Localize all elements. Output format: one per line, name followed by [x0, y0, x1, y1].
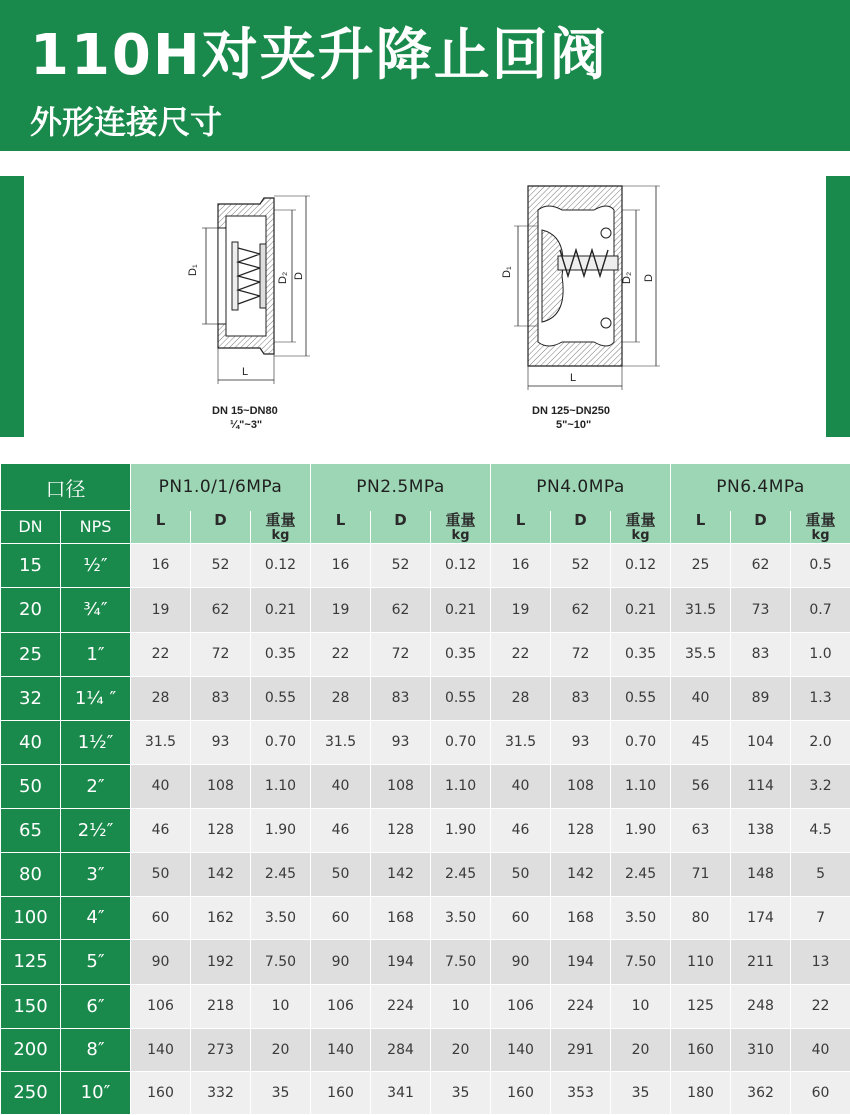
table-row: [1, 543, 850, 587]
nps-cell: 2″: [61, 764, 131, 808]
value-cell: 140: [311, 1028, 371, 1071]
large-l-label: L: [570, 372, 576, 384]
value-cell: 110: [671, 939, 731, 984]
col-header-weight: [251, 511, 311, 544]
value-cell: 50: [491, 852, 551, 896]
col-header-d: D: [731, 511, 791, 544]
value-cell: 0.70: [251, 720, 311, 764]
value-cell: 7.50: [611, 939, 671, 984]
value-cell: 0.55: [611, 676, 671, 720]
value-cell: 83: [731, 632, 791, 676]
value-cell: 114: [731, 764, 791, 808]
value-cell: 46: [491, 808, 551, 852]
value-cell: 106: [491, 984, 551, 1028]
value-cell: 104: [731, 720, 791, 764]
value-cell: 1.10: [431, 764, 491, 808]
col-header-l: L: [491, 511, 551, 544]
table-row: [1, 676, 850, 720]
dn-cell: 20: [1, 587, 61, 632]
value-cell: 3.50: [431, 896, 491, 939]
value-cell: 45: [671, 720, 731, 764]
value-cell: 1.90: [431, 808, 491, 852]
value-cell: 62: [191, 587, 251, 632]
small-l-label: L: [242, 366, 248, 378]
dn-cell: 40: [1, 720, 61, 764]
value-cell: 1.90: [611, 808, 671, 852]
dn-cell: 32: [1, 676, 61, 720]
value-cell: 310: [731, 1028, 791, 1071]
nps-cell: 6″: [61, 984, 131, 1028]
value-cell: 168: [551, 896, 611, 939]
value-cell: 291: [551, 1028, 611, 1071]
table-row: [1, 764, 850, 808]
value-cell: 106: [131, 984, 191, 1028]
value-cell: 35: [431, 1071, 491, 1114]
dn-cell: 80: [1, 852, 61, 896]
pressure-group-header: PN6.4MPa: [671, 464, 850, 511]
large-valve-drawing: [498, 176, 678, 437]
value-cell: 40: [131, 764, 191, 808]
dn-header: DN: [1, 511, 61, 544]
nps-cell: 3″: [61, 852, 131, 896]
value-cell: 192: [191, 939, 251, 984]
nps-cell: ½″: [61, 543, 131, 587]
value-cell: 362: [731, 1071, 791, 1114]
value-cell: 35.5: [671, 632, 731, 676]
value-cell: 31.5: [491, 720, 551, 764]
value-cell: 7.50: [431, 939, 491, 984]
weight-unit: kg: [431, 529, 490, 543]
value-cell: 160: [491, 1071, 551, 1114]
value-cell: 63: [671, 808, 731, 852]
value-cell: 7: [791, 896, 850, 939]
nps-cell: 1½″: [61, 720, 131, 764]
dn-cell: 65: [1, 808, 61, 852]
small-valve-drawing: [180, 176, 340, 437]
value-cell: 16: [491, 543, 551, 587]
pressure-group-header: PN1.0/1/6MPa: [131, 464, 311, 511]
value-cell: 128: [551, 808, 611, 852]
value-cell: 125: [671, 984, 731, 1028]
value-cell: 138: [731, 808, 791, 852]
value-cell: 60: [791, 1071, 850, 1114]
value-cell: 2.45: [611, 852, 671, 896]
value-cell: 13: [791, 939, 850, 984]
value-cell: 224: [551, 984, 611, 1028]
dn-cell: 125: [1, 939, 61, 984]
value-cell: 273: [191, 1028, 251, 1071]
page-title: 110H对夹升降止回阀: [30, 16, 608, 96]
value-cell: 0.21: [251, 587, 311, 632]
dn-cell: 100: [1, 896, 61, 939]
value-cell: 142: [551, 852, 611, 896]
value-cell: 31.5: [671, 587, 731, 632]
table-row: [1, 984, 850, 1028]
value-cell: 341: [371, 1071, 431, 1114]
value-cell: 218: [191, 984, 251, 1028]
value-cell: 174: [731, 896, 791, 939]
value-cell: 90: [131, 939, 191, 984]
value-cell: 60: [131, 896, 191, 939]
value-cell: 1.10: [611, 764, 671, 808]
value-cell: 40: [791, 1028, 850, 1071]
col-header-weight: [791, 511, 850, 544]
table-row: [1, 720, 850, 764]
key-header: 口径: [1, 464, 131, 511]
value-cell: 0.7: [791, 587, 850, 632]
value-cell: 72: [191, 632, 251, 676]
value-cell: 108: [191, 764, 251, 808]
value-cell: 83: [191, 676, 251, 720]
value-cell: 224: [371, 984, 431, 1028]
value-cell: 73: [731, 587, 791, 632]
value-cell: 52: [371, 543, 431, 587]
value-cell: 180: [671, 1071, 731, 1114]
value-cell: 0.21: [431, 587, 491, 632]
value-cell: 22: [311, 632, 371, 676]
nps-cell: 4″: [61, 896, 131, 939]
value-cell: 142: [371, 852, 431, 896]
value-cell: 83: [371, 676, 431, 720]
value-cell: 5: [791, 852, 850, 896]
nps-cell: ¾″: [61, 587, 131, 632]
value-cell: 40: [311, 764, 371, 808]
diagram-small-valve: [180, 176, 340, 437]
value-cell: 40: [491, 764, 551, 808]
left-accent-bar: [0, 176, 24, 437]
dn-cell: 150: [1, 984, 61, 1028]
value-cell: 1.90: [251, 808, 311, 852]
value-cell: 148: [731, 852, 791, 896]
nps-cell: 1″: [61, 632, 131, 676]
weight-label: 重量: [431, 511, 490, 529]
value-cell: 10: [251, 984, 311, 1028]
value-cell: 211: [731, 939, 791, 984]
value-cell: 0.70: [611, 720, 671, 764]
value-cell: 35: [611, 1071, 671, 1114]
value-cell: 0.55: [251, 676, 311, 720]
small-range-dn: DN 15~DN80: [212, 405, 278, 417]
dn-cell: 250: [1, 1071, 61, 1114]
nps-header: NPS: [61, 511, 131, 544]
value-cell: 22: [491, 632, 551, 676]
value-cell: 31.5: [311, 720, 371, 764]
value-cell: 160: [131, 1071, 191, 1114]
value-cell: 83: [551, 676, 611, 720]
value-cell: 128: [371, 808, 431, 852]
nps-cell: 10″: [61, 1071, 131, 1114]
large-range-dn: DN 125~DN250: [532, 405, 610, 417]
value-cell: 28: [311, 676, 371, 720]
value-cell: 90: [311, 939, 371, 984]
value-cell: 0.35: [431, 632, 491, 676]
weight-unit: kg: [251, 529, 310, 543]
value-cell: 0.70: [431, 720, 491, 764]
value-cell: 20: [611, 1028, 671, 1071]
value-cell: 0.35: [611, 632, 671, 676]
table-row: [1, 808, 850, 852]
small-d-label: D: [293, 272, 305, 280]
small-d2-label: D₂: [277, 272, 289, 284]
value-cell: 160: [311, 1071, 371, 1114]
value-cell: 162: [191, 896, 251, 939]
value-cell: 52: [191, 543, 251, 587]
value-cell: 106: [311, 984, 371, 1028]
weight-unit: kg: [611, 529, 670, 543]
table-row: [1, 1071, 850, 1114]
table-row: [1, 852, 850, 896]
nps-cell: 8″: [61, 1028, 131, 1071]
value-cell: 19: [491, 587, 551, 632]
value-cell: 2.0: [791, 720, 850, 764]
dn-cell: 200: [1, 1028, 61, 1071]
value-cell: 40: [671, 676, 731, 720]
value-cell: 0.12: [251, 543, 311, 587]
value-cell: 168: [371, 896, 431, 939]
value-cell: 20: [431, 1028, 491, 1071]
value-cell: 160: [671, 1028, 731, 1071]
value-cell: 194: [551, 939, 611, 984]
col-header-l: L: [131, 511, 191, 544]
nps-cell: 5″: [61, 939, 131, 984]
value-cell: 128: [191, 808, 251, 852]
table-row: [1, 939, 850, 984]
nps-cell: 1¼ ″: [61, 676, 131, 720]
large-d-label: D: [643, 274, 655, 282]
col-header-d: D: [551, 511, 611, 544]
dn-cell: 50: [1, 764, 61, 808]
value-cell: 93: [191, 720, 251, 764]
value-cell: 80: [671, 896, 731, 939]
value-cell: 108: [371, 764, 431, 808]
value-cell: 284: [371, 1028, 431, 1071]
value-cell: 62: [371, 587, 431, 632]
spec-table: [0, 463, 850, 1115]
right-accent-bar: [826, 176, 850, 437]
value-cell: 353: [551, 1071, 611, 1114]
large-d2-label: D₂: [621, 272, 633, 284]
value-cell: 22: [131, 632, 191, 676]
value-cell: 71: [671, 852, 731, 896]
value-cell: 90: [491, 939, 551, 984]
small-d1-label: D₁: [187, 264, 199, 276]
value-cell: 28: [491, 676, 551, 720]
value-cell: 3.2: [791, 764, 850, 808]
value-cell: 62: [731, 543, 791, 587]
col-header-weight: [611, 511, 671, 544]
table-row: [1, 587, 850, 632]
diagram-large-valve: [498, 176, 678, 437]
pressure-group-header: PN2.5MPa: [311, 464, 491, 511]
value-cell: 31.5: [131, 720, 191, 764]
value-cell: 52: [551, 543, 611, 587]
col-header-weight: [431, 511, 491, 544]
value-cell: 10: [431, 984, 491, 1028]
value-cell: 1.0: [791, 632, 850, 676]
value-cell: 194: [371, 939, 431, 984]
value-cell: 140: [491, 1028, 551, 1071]
table-row: [1, 896, 850, 939]
value-cell: 19: [311, 587, 371, 632]
value-cell: 46: [311, 808, 371, 852]
value-cell: 60: [491, 896, 551, 939]
weight-label: 重量: [251, 511, 310, 529]
value-cell: 2.45: [431, 852, 491, 896]
value-cell: 62: [551, 587, 611, 632]
pressure-group-header: PN4.0MPa: [491, 464, 671, 511]
value-cell: 108: [551, 764, 611, 808]
value-cell: 0.35: [251, 632, 311, 676]
weight-label: 重量: [791, 511, 850, 529]
weight-label: 重量: [611, 511, 670, 529]
value-cell: 28: [131, 676, 191, 720]
large-range-inch: 5"~10": [556, 419, 591, 431]
value-cell: 7.50: [251, 939, 311, 984]
value-cell: 72: [371, 632, 431, 676]
value-cell: 0.21: [611, 587, 671, 632]
col-header-d: D: [371, 511, 431, 544]
value-cell: 1.3: [791, 676, 850, 720]
weight-unit: kg: [791, 529, 850, 543]
value-cell: 0.12: [611, 543, 671, 587]
value-cell: 4.5: [791, 808, 850, 852]
col-header-l: L: [671, 511, 731, 544]
dn-cell: 15: [1, 543, 61, 587]
value-cell: 16: [131, 543, 191, 587]
value-cell: 140: [131, 1028, 191, 1071]
value-cell: 0.55: [431, 676, 491, 720]
value-cell: 142: [191, 852, 251, 896]
value-cell: 10: [611, 984, 671, 1028]
value-cell: 1.10: [251, 764, 311, 808]
value-cell: 248: [731, 984, 791, 1028]
value-cell: 19: [131, 587, 191, 632]
table-row: [1, 632, 850, 676]
value-cell: 89: [731, 676, 791, 720]
value-cell: 16: [311, 543, 371, 587]
value-cell: 2.45: [251, 852, 311, 896]
value-cell: 35: [251, 1071, 311, 1114]
value-cell: 332: [191, 1071, 251, 1114]
value-cell: 25: [671, 543, 731, 587]
value-cell: 93: [551, 720, 611, 764]
header-banner: [0, 0, 850, 151]
value-cell: 0.12: [431, 543, 491, 587]
col-header-l: L: [311, 511, 371, 544]
value-cell: 60: [311, 896, 371, 939]
value-cell: 72: [551, 632, 611, 676]
value-cell: 20: [251, 1028, 311, 1071]
value-cell: 56: [671, 764, 731, 808]
small-range-inch: ¼"~3": [230, 419, 262, 431]
value-cell: 0.5: [791, 543, 850, 587]
nps-cell: 2½″: [61, 808, 131, 852]
value-cell: 3.50: [611, 896, 671, 939]
spec-body: [1, 543, 850, 1114]
col-header-d: D: [191, 511, 251, 544]
large-d1-label: D₁: [501, 266, 513, 278]
value-cell: 50: [311, 852, 371, 896]
dn-cell: 25: [1, 632, 61, 676]
value-cell: 22: [791, 984, 850, 1028]
value-cell: 50: [131, 852, 191, 896]
value-cell: 93: [371, 720, 431, 764]
page-subtitle: 外形连接尺寸: [30, 100, 222, 144]
value-cell: 46: [131, 808, 191, 852]
value-cell: 3.50: [251, 896, 311, 939]
table-row: [1, 1028, 850, 1071]
subheader-row: [1, 511, 850, 544]
